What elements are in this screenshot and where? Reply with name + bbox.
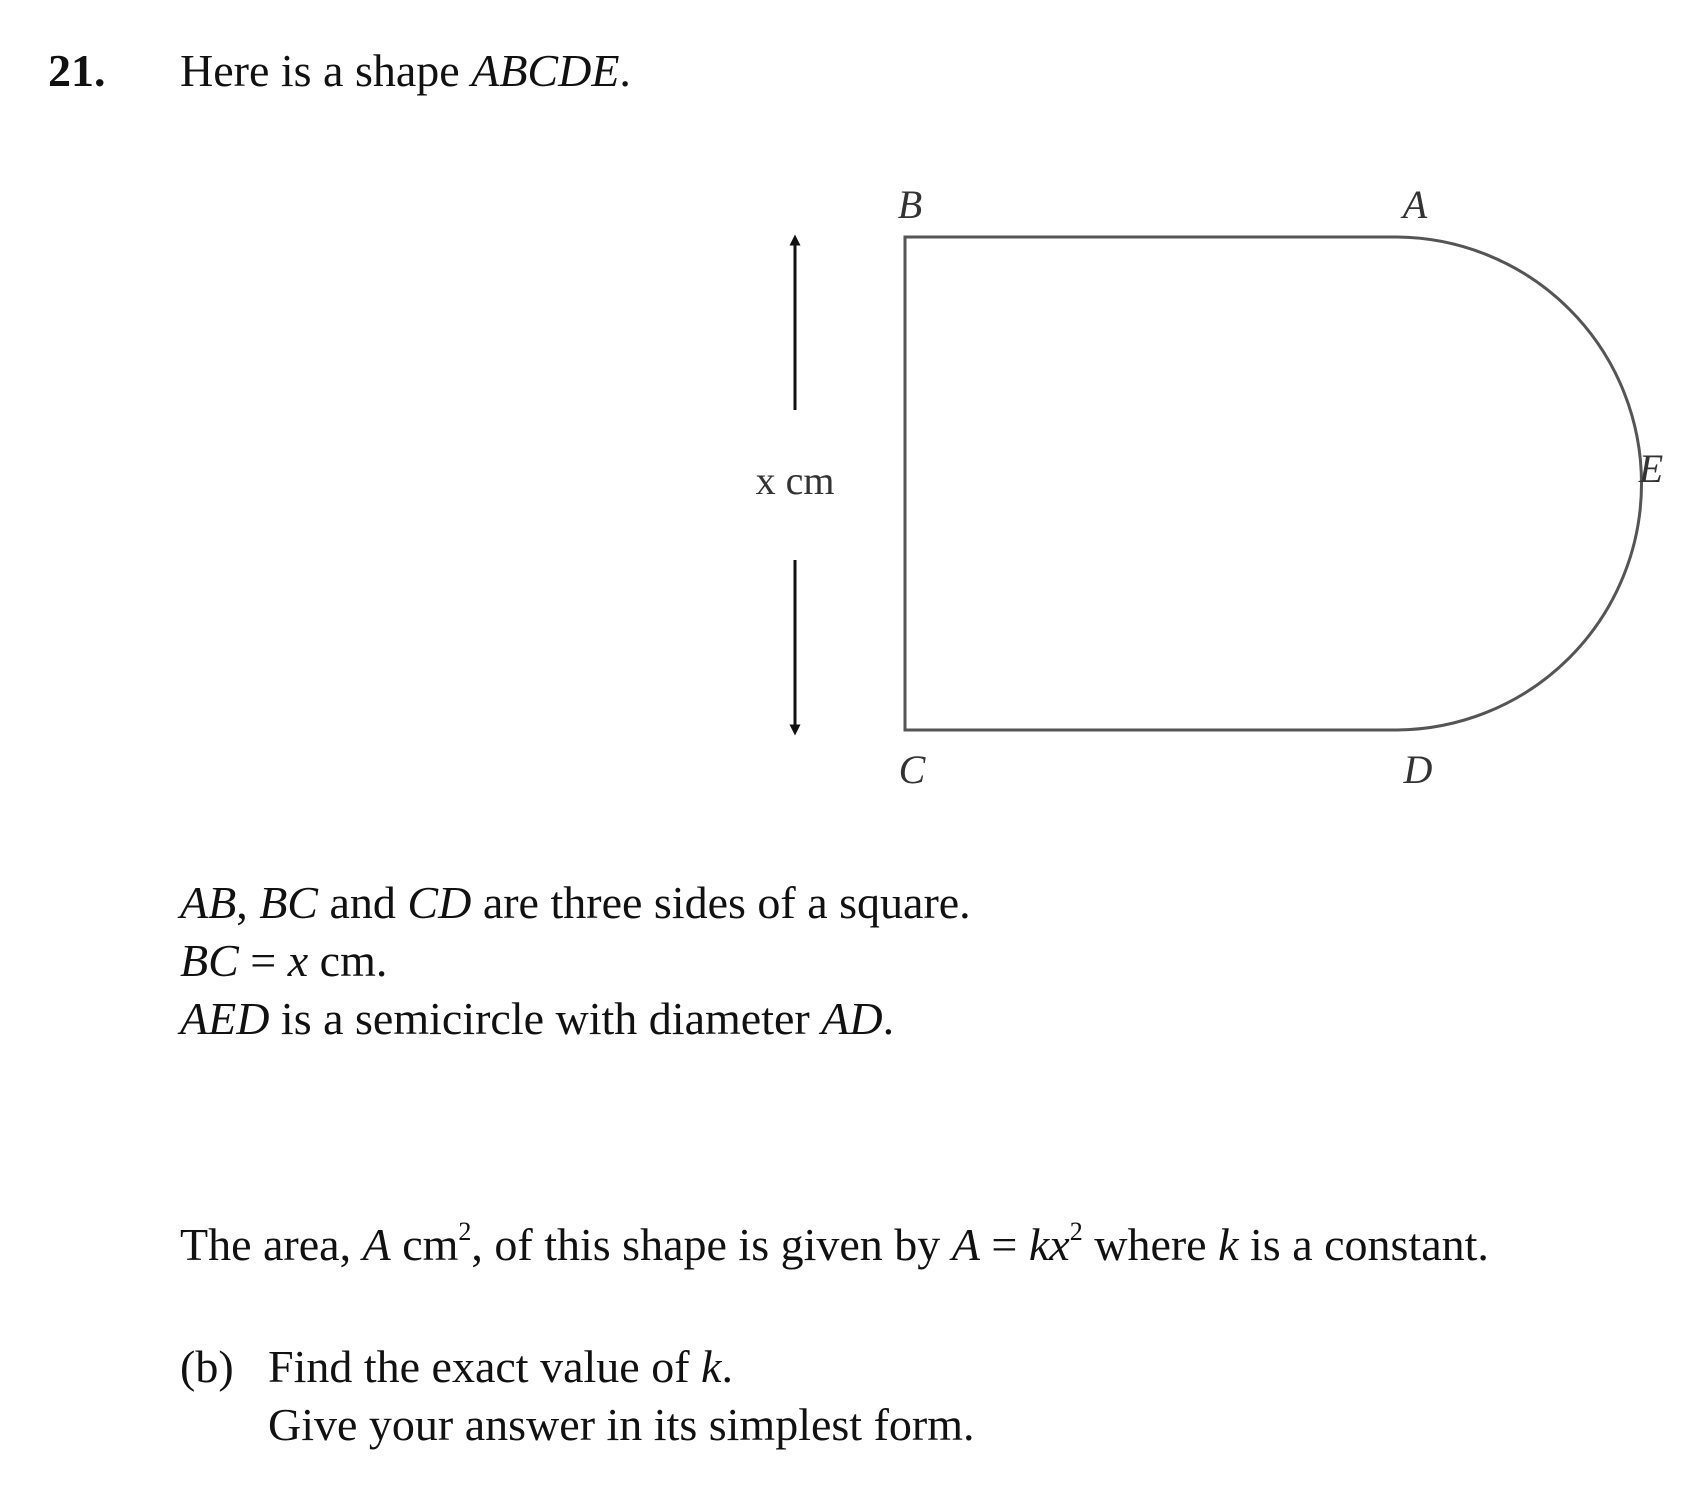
vertex-label-b: B xyxy=(897,182,923,227)
part-b-text: Find the exact value of xyxy=(268,1341,702,1392)
area-exp1: 2 xyxy=(458,1217,472,1246)
area-var-a-2: A xyxy=(951,1219,980,1270)
variable-x: x xyxy=(287,935,309,986)
area-exp2: 2 xyxy=(1069,1217,1083,1246)
arc-aed: AED xyxy=(180,993,270,1044)
area-var-kx: kx xyxy=(1028,1219,1070,1270)
fact2-eq: = xyxy=(238,935,288,986)
part-b xyxy=(180,1338,975,1454)
segment-ab: AB xyxy=(180,877,237,928)
shape-outline xyxy=(905,237,1642,730)
area-t2: cm xyxy=(390,1219,459,1270)
part-b-var-k: k xyxy=(701,1341,722,1392)
dimension-label: x cm xyxy=(755,458,835,503)
area-var-k: k xyxy=(1218,1219,1239,1270)
part-b-label: (b) xyxy=(180,1341,234,1392)
fact-line-2 xyxy=(180,932,971,990)
fact-line-3 xyxy=(180,990,971,1048)
fact2-rest: cm. xyxy=(308,935,388,986)
fact1-rest: are three sides of a square. xyxy=(471,877,971,928)
area-var-a: A xyxy=(362,1219,391,1270)
vertex-label-a: A xyxy=(1402,182,1428,227)
intro-text: Here is a shape xyxy=(180,45,472,96)
vertex-label-c: C xyxy=(898,747,926,792)
fact-line-1 xyxy=(180,874,971,932)
fact1-sep: , xyxy=(236,877,260,928)
part-b-end: . xyxy=(721,1341,733,1392)
area-t3: , of this shape is given by xyxy=(471,1219,952,1270)
area-t5: where xyxy=(1082,1219,1219,1270)
intro-shape-name: ABCDE xyxy=(471,45,620,96)
segment-bc-2: BC xyxy=(180,935,239,986)
part-b-line-1 xyxy=(180,1338,975,1396)
given-facts xyxy=(180,874,971,1048)
intro-end: . xyxy=(619,45,631,96)
vertex-label-d: D xyxy=(1403,747,1433,792)
vertex-label-e: E xyxy=(1638,446,1664,491)
area-t1: The area, xyxy=(180,1219,363,1270)
segment-ad: AD xyxy=(821,993,883,1044)
area-t6: is a constant. xyxy=(1238,1219,1489,1270)
area-statement xyxy=(180,1217,1489,1270)
part-b-line-2: Give your answer in its simplest form. xyxy=(268,1399,975,1450)
fact3-end: . xyxy=(882,993,895,1044)
segment-bc: BC xyxy=(259,877,318,928)
fact1-mid: and xyxy=(317,877,408,928)
area-t4: = xyxy=(979,1219,1029,1270)
fact3-mid: is a semicircle with diameter xyxy=(269,993,822,1044)
question-number: 21. xyxy=(48,45,106,96)
segment-cd: CD xyxy=(407,877,472,928)
